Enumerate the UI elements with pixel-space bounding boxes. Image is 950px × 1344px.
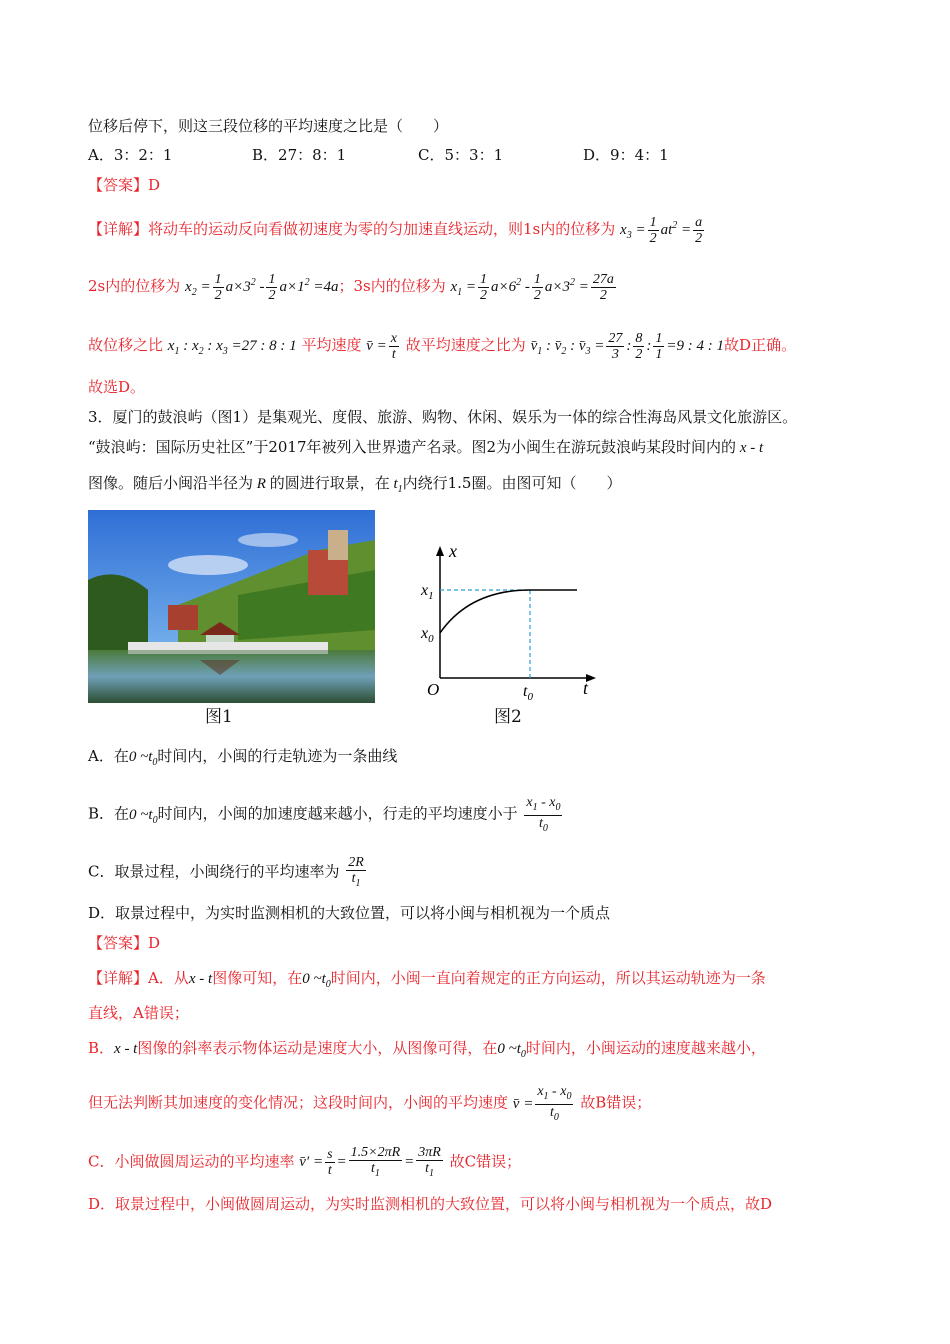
q3-detail-c: C．小闽做圆周运动的平均速率 v̄′ = $\frac{s}{t}$ = $\frac{1.5\times 2\pi R}{t_1}$ = $\frac{3\pi R}{t_1}$ 故C错误；: [88, 1145, 522, 1179]
fig2-label: 图2: [494, 707, 522, 727]
q2-option-b: B．27：8：1: [252, 146, 347, 164]
q2-conclusion: 故选D。: [88, 378, 146, 396]
q3-stem-line3: 图像。随后小闽沿半径为 R 的圆进行取景，在 $t_1$内绕行1.5圈。由图可知（ ）: [88, 474, 622, 495]
q2-detail-line3: 故位移之比 $x_1$ : $x_2$ : $x_3 =27$ : 8 : 1 平均速度 v̄ = $\frac{x}{t}$ 故平均速度之比为 $v̄_1$ : $v̄_2$ : $v̄_3$ = $\frac{27}{3}$ : $\frac{8}{2}$ : $\frac{1}{1}$ =9 : 4 : 1故D正确。: [88, 331, 797, 362]
q2-detail-line2: 2s内的位移为 $x_2$ = $\frac{1}{2}$ $a\times 3^2$ - $\frac{1}{2}$ $a\times 1^2 =4a$；3s内的位移为 $x_1$ = $\frac{1}{2}$ $a\times 6^2$ - $\frac{1}{2}$ $a\times 3^2$ = $\frac{27a}{2}$: [88, 272, 614, 303]
q2-option-a: A．3：2：1: [88, 146, 173, 164]
graph-label-origin: O: [427, 680, 440, 699]
graph-label-x1: $x_1$: [421, 582, 434, 602]
q3-option-a: A．在0 $\sim t_0$时间内，小闽的行走轨迹为一条曲线: [88, 747, 398, 768]
q3-detail-b-line2: 但无法判断其加速度的变化情况；这段时间内，小闽的平均速度 v̄ = $\frac{x_1 - x_0}{t_0}$ 故B错误；: [88, 1084, 652, 1123]
graph-label-t-axis: t: [583, 678, 589, 698]
q3-answer: 【答案】D: [88, 934, 161, 952]
q3-detail-a-line1: 【详解】A．从x - t图像可知，在0 $\sim t_0$时间内，小闽一直向着规定的正方向运动，所以其运动轨迹为一条: [88, 969, 766, 990]
q3-detail-b-line1: B．x - t图像的斜率表示物体运动是速度大小，从图像可得，在0 $\sim t_0$时间内，小闽运动的速度越来越小，: [88, 1039, 766, 1060]
xt-graph: [415, 540, 615, 708]
gulangyu-photo: [88, 510, 375, 703]
q2-stem-tail: 位移后停下，则这三段位移的平均速度之比是（ ）: [88, 117, 449, 135]
fig1-label: 图1: [205, 707, 233, 727]
q3-option-b: B．在0 $\sim t_0$时间内，小闽的加速度越来越小，行走的平均速度小于 $\frac{x_1 - x_0}{t_0}$: [88, 795, 561, 834]
q2-option-d: D．9：4：1: [583, 146, 669, 164]
graph-y-arrow: [436, 546, 444, 556]
q3-detail-d: D．取景过程中，小闽做圆周运动，为实时监测相机的大致位置，可以将小闽与相机视为一个质点，故D: [88, 1195, 773, 1213]
q2-detail-line1: 【详解】将动车的运动反向看做初速度为零的匀加速直线运动，则1s内的位移为 $x_3$ = $\frac{1}{2}$ $at^2$ = $\frac{a}{2}$: [88, 215, 703, 246]
q3-stem-line2: “鼓浪屿：国际历史社区”于2017年被列入世界遗产名录。图2为小闽生在游玩鼓浪屿某段时间内的 x - t: [88, 438, 764, 456]
graph-label-x0: $x_0$: [421, 625, 434, 645]
q3-detail-a-line2: 直线，A错误；: [88, 1004, 189, 1022]
graph-label-t0: $t_0$: [523, 683, 533, 703]
q3-option-c: C．取景过程，小闽绕行的平均速率为 $\frac{2R}{t_1}$: [88, 855, 364, 889]
q3-option-d: D．取景过程中，为实时监测相机的大致位置，可以将小闽与相机视为一个质点: [88, 904, 611, 922]
q3-stem-line1: 3．厦门的鼓浪屿（图1）是集观光、度假、旅游、购物、休闲、娱乐为一体的综合性海岛风景文化旅游区。: [88, 408, 798, 426]
graph-label-x-axis: x: [449, 541, 457, 561]
q2-option-c: C．5：3：1: [418, 146, 504, 164]
q2-answer: 【答案】D: [88, 176, 161, 194]
graph-curve: [440, 590, 577, 633]
